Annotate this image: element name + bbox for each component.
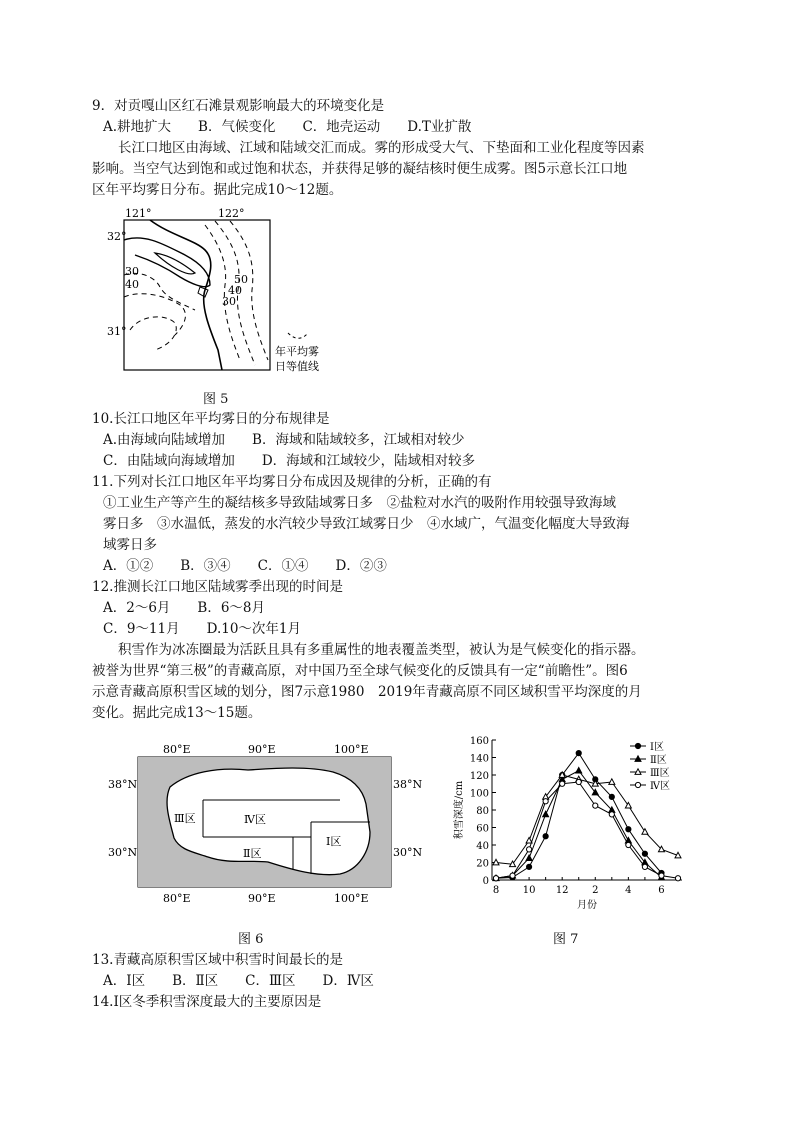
fig7-point-s1 <box>609 794 614 799</box>
fig7-point-s4 <box>642 864 647 869</box>
fig5-label-30: 30 <box>125 265 139 278</box>
fig7-point-s3 <box>609 779 615 785</box>
fig5-label-40: 40 <box>125 278 139 291</box>
fig7-caption: 图 7 <box>553 932 579 947</box>
fig7-legend-label-1: Ⅰ区 <box>650 742 664 753</box>
fig7-point-s1 <box>626 827 631 832</box>
fig6-lat-30-left: 30°N <box>108 846 138 859</box>
fig5-lat-31: 31° <box>107 325 127 338</box>
fig5-label-50: 50 <box>234 273 248 286</box>
fig5-contour-inner <box>130 317 176 350</box>
fig7-point-s4 <box>510 873 515 878</box>
fig7-x-tick-label: 8 <box>492 885 500 896</box>
fig5-legend-symbol <box>288 333 308 338</box>
fig6-lon-100-top: 100°E <box>334 743 369 756</box>
fig5-legend-line1: 年平均雾 <box>275 345 319 358</box>
fig7-y-tick-label: 40 <box>476 841 489 852</box>
fig6-lon-100-bottom: 100°E <box>334 892 369 905</box>
fig7-point-s1 <box>543 834 548 839</box>
q13-options: A．I区 B．Ⅱ区 C．Ⅲ区 D．Ⅳ区 <box>103 973 374 989</box>
q12-stem: 12.推测长江口地区陆域雾季出现的时间是 <box>92 579 343 595</box>
fig5-caption: 图 5 <box>203 392 229 407</box>
fig7-point-s3 <box>642 829 648 835</box>
fig6-region-2: Ⅱ区 <box>243 847 262 860</box>
q13-stem: 13.青藏高原积雪区域中积雪时间最长的是 <box>92 952 343 968</box>
fig7-y-tick-label: 0 <box>482 876 489 887</box>
fig7-point-s4 <box>609 812 614 817</box>
fig7-point-s4 <box>659 873 664 878</box>
fig7-point-s4 <box>493 876 498 881</box>
fig7-y-tick-label: 100 <box>469 788 489 800</box>
q11-item-2: 雾日多 ③水温低，蒸发的水汽较少导致江域雾日少 ④水域广，气温变化幅度大导致海 <box>103 516 630 532</box>
fig5-lat-32: 32° <box>107 230 127 243</box>
fig7-legend-label-2: Ⅱ区 <box>650 755 667 766</box>
passage-snow-4: 变化。据此完成13～15题。 <box>92 705 262 721</box>
passage-fog-2: 影响。当空气达到饱和或过饱和状态，并获得足够的凝结核时便生成雾。图5示意长江口地 <box>92 161 628 177</box>
fig7-y-tick-label: 120 <box>469 771 489 782</box>
passage-snow-2: 被誉为世界“第三极”的青藏高原，对中国乃至全球气候变化的反馈具有一定“前瞻性”。图6 <box>92 663 628 679</box>
fig7-point-s2 <box>543 811 549 817</box>
fig7-point-s2 <box>576 767 582 773</box>
passage-snow-1: 积雪作为冰冻圈最为活跃且具有多重属性的地表覆盖类型，被认为是气候变化的指示器。 <box>118 642 645 658</box>
fig6-lat-30-right: 30°N <box>393 846 423 859</box>
fig7-point-s2 <box>526 855 532 861</box>
q10-stem: 10.长江口地区年平均雾日的分布规律是 <box>92 411 330 427</box>
figure-6-map <box>108 742 423 907</box>
fig7-x-tick-label: 10 <box>522 885 536 896</box>
fig5-island <box>155 253 195 274</box>
fig7-x-tick-label: 12 <box>555 885 569 896</box>
fig6-caption: 图 6 <box>238 932 264 947</box>
fig7-point-s4 <box>593 803 598 808</box>
fig5-label-30e: 30 <box>222 295 236 308</box>
fig7-y-tick-label: 60 <box>476 823 489 835</box>
fig7-point-s4 <box>576 779 581 784</box>
fig7-x-tick-label: 4 <box>625 885 632 896</box>
fig5-legend-line2: 日等值线 <box>275 360 319 373</box>
fig7-x-tick-label: 6 <box>658 885 665 896</box>
fig7-y-tick-label: 140 <box>469 753 489 765</box>
fig7-x-tick-label: 2 <box>592 885 599 896</box>
q11-item-1: ①工业生产等产生的凝结核多导致陆域雾日多 ②盐粒对水汽的吸附作用较强导致海域 <box>103 495 616 511</box>
fig7-point-s4 <box>543 799 548 804</box>
fig7-legend-label-4: Ⅳ区 <box>650 781 670 792</box>
passage-snow-3: 示意青藏高原积雪区域的划分，图7示意1980 2019年青藏高原不同区域积雪平均深度的月 <box>92 684 642 700</box>
q11-options: A．①② B．③④ C．①④ D．②③ <box>103 558 387 574</box>
fig7-legend-marker-4 <box>635 782 640 787</box>
fig7-x-axis-label: 月份 <box>577 900 597 911</box>
fig6-region-1: Ⅰ区 <box>326 835 342 848</box>
fig7-y-tick-label: 160 <box>469 736 489 747</box>
fig7-point-s1 <box>576 751 581 756</box>
fig7-point-s1 <box>642 851 647 856</box>
figure-7-chart <box>450 732 700 922</box>
q14-stem: 14.I区冬季积雪深度最大的主要原因是 <box>92 994 322 1010</box>
fig5-lon-121: 121° <box>125 207 152 220</box>
q11-stem: 11.下列对长江口地区年平均雾日分布成因及规律的分析，正确的有 <box>92 474 492 490</box>
fig7-point-s4 <box>560 781 565 786</box>
q11-item-3: 域雾日多 <box>103 537 157 553</box>
fig7-legend-marker-1 <box>635 743 640 748</box>
fig7-point-s1 <box>526 864 531 869</box>
q12-options-cd: C．9～11月 D.10～次年1月 <box>103 621 301 637</box>
fig6-lon-90-top: 90°E <box>248 743 276 756</box>
fig6-region-3: Ⅲ区 <box>174 812 196 825</box>
fig5-lon-122: 122° <box>218 207 245 220</box>
fig6-lon-90-bottom: 90°E <box>248 892 276 905</box>
fig7-point-s4 <box>675 876 680 881</box>
fig7-point-s4 <box>626 842 631 847</box>
fig6-lat-38-right: 38°N <box>393 778 423 791</box>
fig6-lon-80-bottom: 80°E <box>163 892 191 905</box>
fig6-region-4: Ⅳ区 <box>244 813 266 826</box>
q9-options: A.耕地扩大 B．气候变化 C．地壳运动 D.T业扩散 <box>103 119 472 135</box>
fig5-frame <box>124 220 270 370</box>
figure-5-map <box>107 205 350 390</box>
fig5-label-40e: 40 <box>228 284 242 297</box>
q10-options-ab: A.由海域向陆域增加 B．海域和陆域较多，江域相对较少 <box>103 432 465 448</box>
fig7-legend-label-3: Ⅲ区 <box>650 768 670 779</box>
passage-fog-1: 长江口地区由海域、江域和陆域交汇而成。雾的形成受大气、下垫面和工业化程度等因素 <box>118 140 645 156</box>
fig7-y-tick-label: 80 <box>476 806 489 817</box>
q9-stem: 9．对贡嘎山区红石滩景观影响最大的环境变化是 <box>92 98 385 114</box>
fig6-lat-38-left: 38°N <box>108 778 138 791</box>
q12-options-ab: A．2～6月 B．6～8月 <box>103 600 266 616</box>
fig6-lon-80-top: 80°E <box>163 743 191 756</box>
fig7-point-s4 <box>526 847 531 852</box>
fig5-islet <box>198 287 208 297</box>
q10-options-cd: C．由陆域向海域增加 D．海域和江域较少，陆域相对较多 <box>103 453 476 469</box>
passage-fog-3: 区年平均雾日分布。据此完成10～12题。 <box>92 182 343 198</box>
fig7-y-axis-label: 积雪深度/cm <box>454 780 465 840</box>
fig7-y-tick-label: 20 <box>476 858 489 870</box>
